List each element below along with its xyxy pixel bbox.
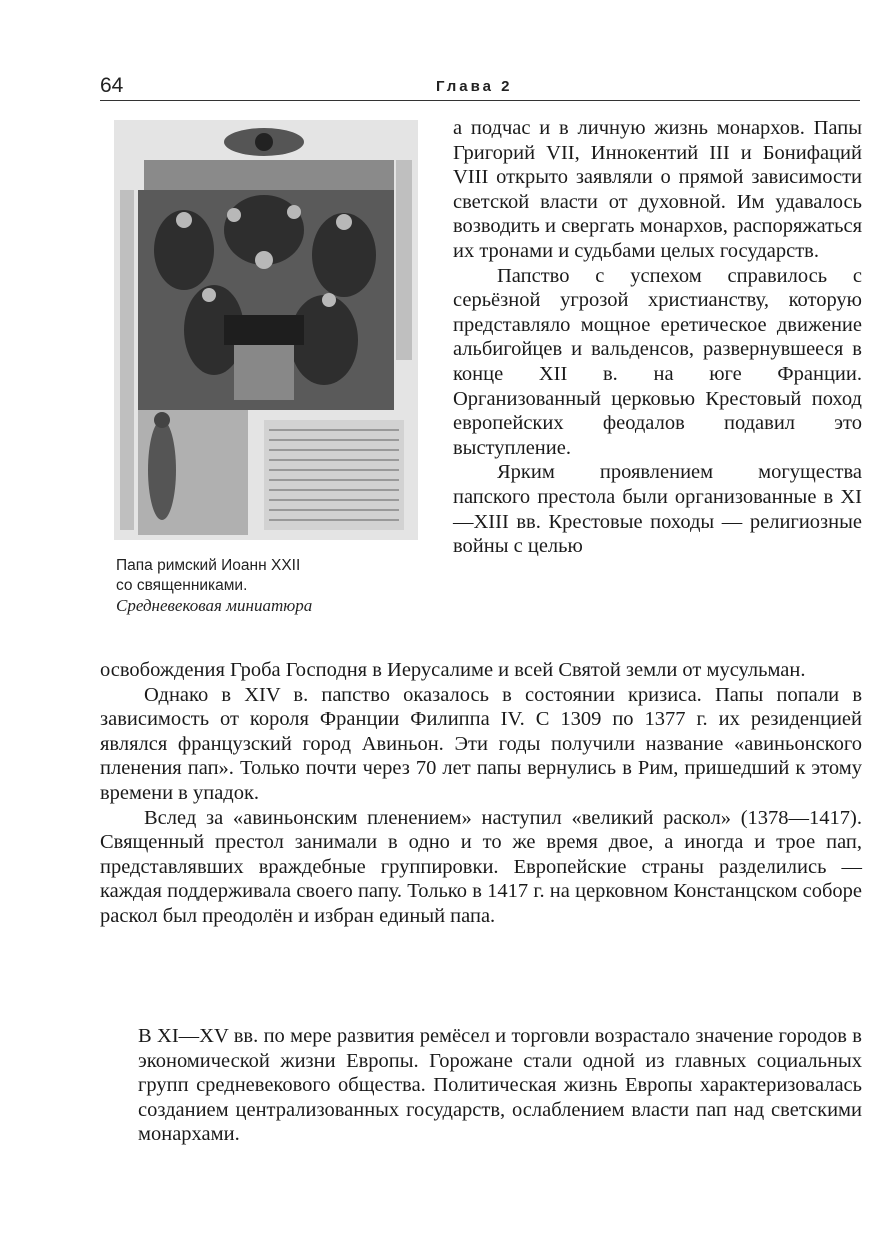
figure-caption — [116, 556, 436, 616]
header-rule — [100, 100, 860, 101]
paragraph: Однако в XIV в. папство оказалось в состоянии кризиса. Папы попали в зависимость от короля Франции Филиппа IV. С 1309 по 1377 г. их резиденцией являлся французский город Авиньон. Эти годы получили название «авиньонского пленения пап». Только почти через 70 лет папы вернулись в Рим, пришедший к этому времени в упадок. — [100, 683, 862, 804]
paragraph-continuation: освобождения Гроба Господня в Иерусалиме и всей Святой земли от мусульман. — [100, 659, 806, 681]
right-column-text — [453, 116, 862, 559]
paragraph: Папство с успехом справилось с серьёзной угрозой христианству, которую представляло мощное еретическое движение альбигойцев и вальденсов, развернувшееся в конце XII в. на юге Франции. Организованный церковью Крестовый поход европейских феодалов подавил это выступление. — [453, 264, 862, 459]
page-number: 64 — [100, 74, 124, 97]
summary-block — [138, 1024, 862, 1147]
full-width-text — [100, 658, 862, 929]
caption-line: Папа римский Иоанн XXII — [116, 557, 301, 574]
paragraph: Вслед за «авиньонским пленением» наступил «великий раскол» (1378—1417). Священный престол занимали в одно и то же время двое, а иногда и трое пап, представлявших враждебные группировки. Европейские страны разделились — каждая поддерживала своего папу. Только в 1417 г. на церковном Констанцском соборе раскол был преодолён и избран единый папа. — [100, 806, 862, 927]
miniature-image — [114, 120, 418, 540]
paragraph: Ярким проявлением могущества папского престола были организованные в XI—XIII вв. Крестовые походы — религиозные войны с целью — [453, 461, 862, 558]
summary-text: В XI—XV вв. по мере развития ремёсел и торговли возрастало значение городов в экономической жизни Европы. Горожане стали одной из главных социальных групп средневекового общества. Политическая жизнь Европы характеризовалась созданием централизованных государств, ослаблением власти пап над светскими монархами. — [138, 1025, 862, 1146]
caption-source: Средневековая миниатюра — [116, 596, 313, 615]
caption-line: со священниками. — [116, 577, 248, 594]
miniature-illustration — [114, 120, 418, 540]
paragraph: а подчас и в личную жизнь монархов. Папы Григорий VII, Иннокентий III и Бонифаций VIII открыто заявляли о прямой зависимости светской власти от духовной. Им удавалось возводить и свергать монархов, распоряжаться их тронами и судьбами целых государств. — [453, 117, 862, 262]
page-header — [100, 72, 860, 102]
chapter-title: Глава 2 — [436, 78, 513, 95]
